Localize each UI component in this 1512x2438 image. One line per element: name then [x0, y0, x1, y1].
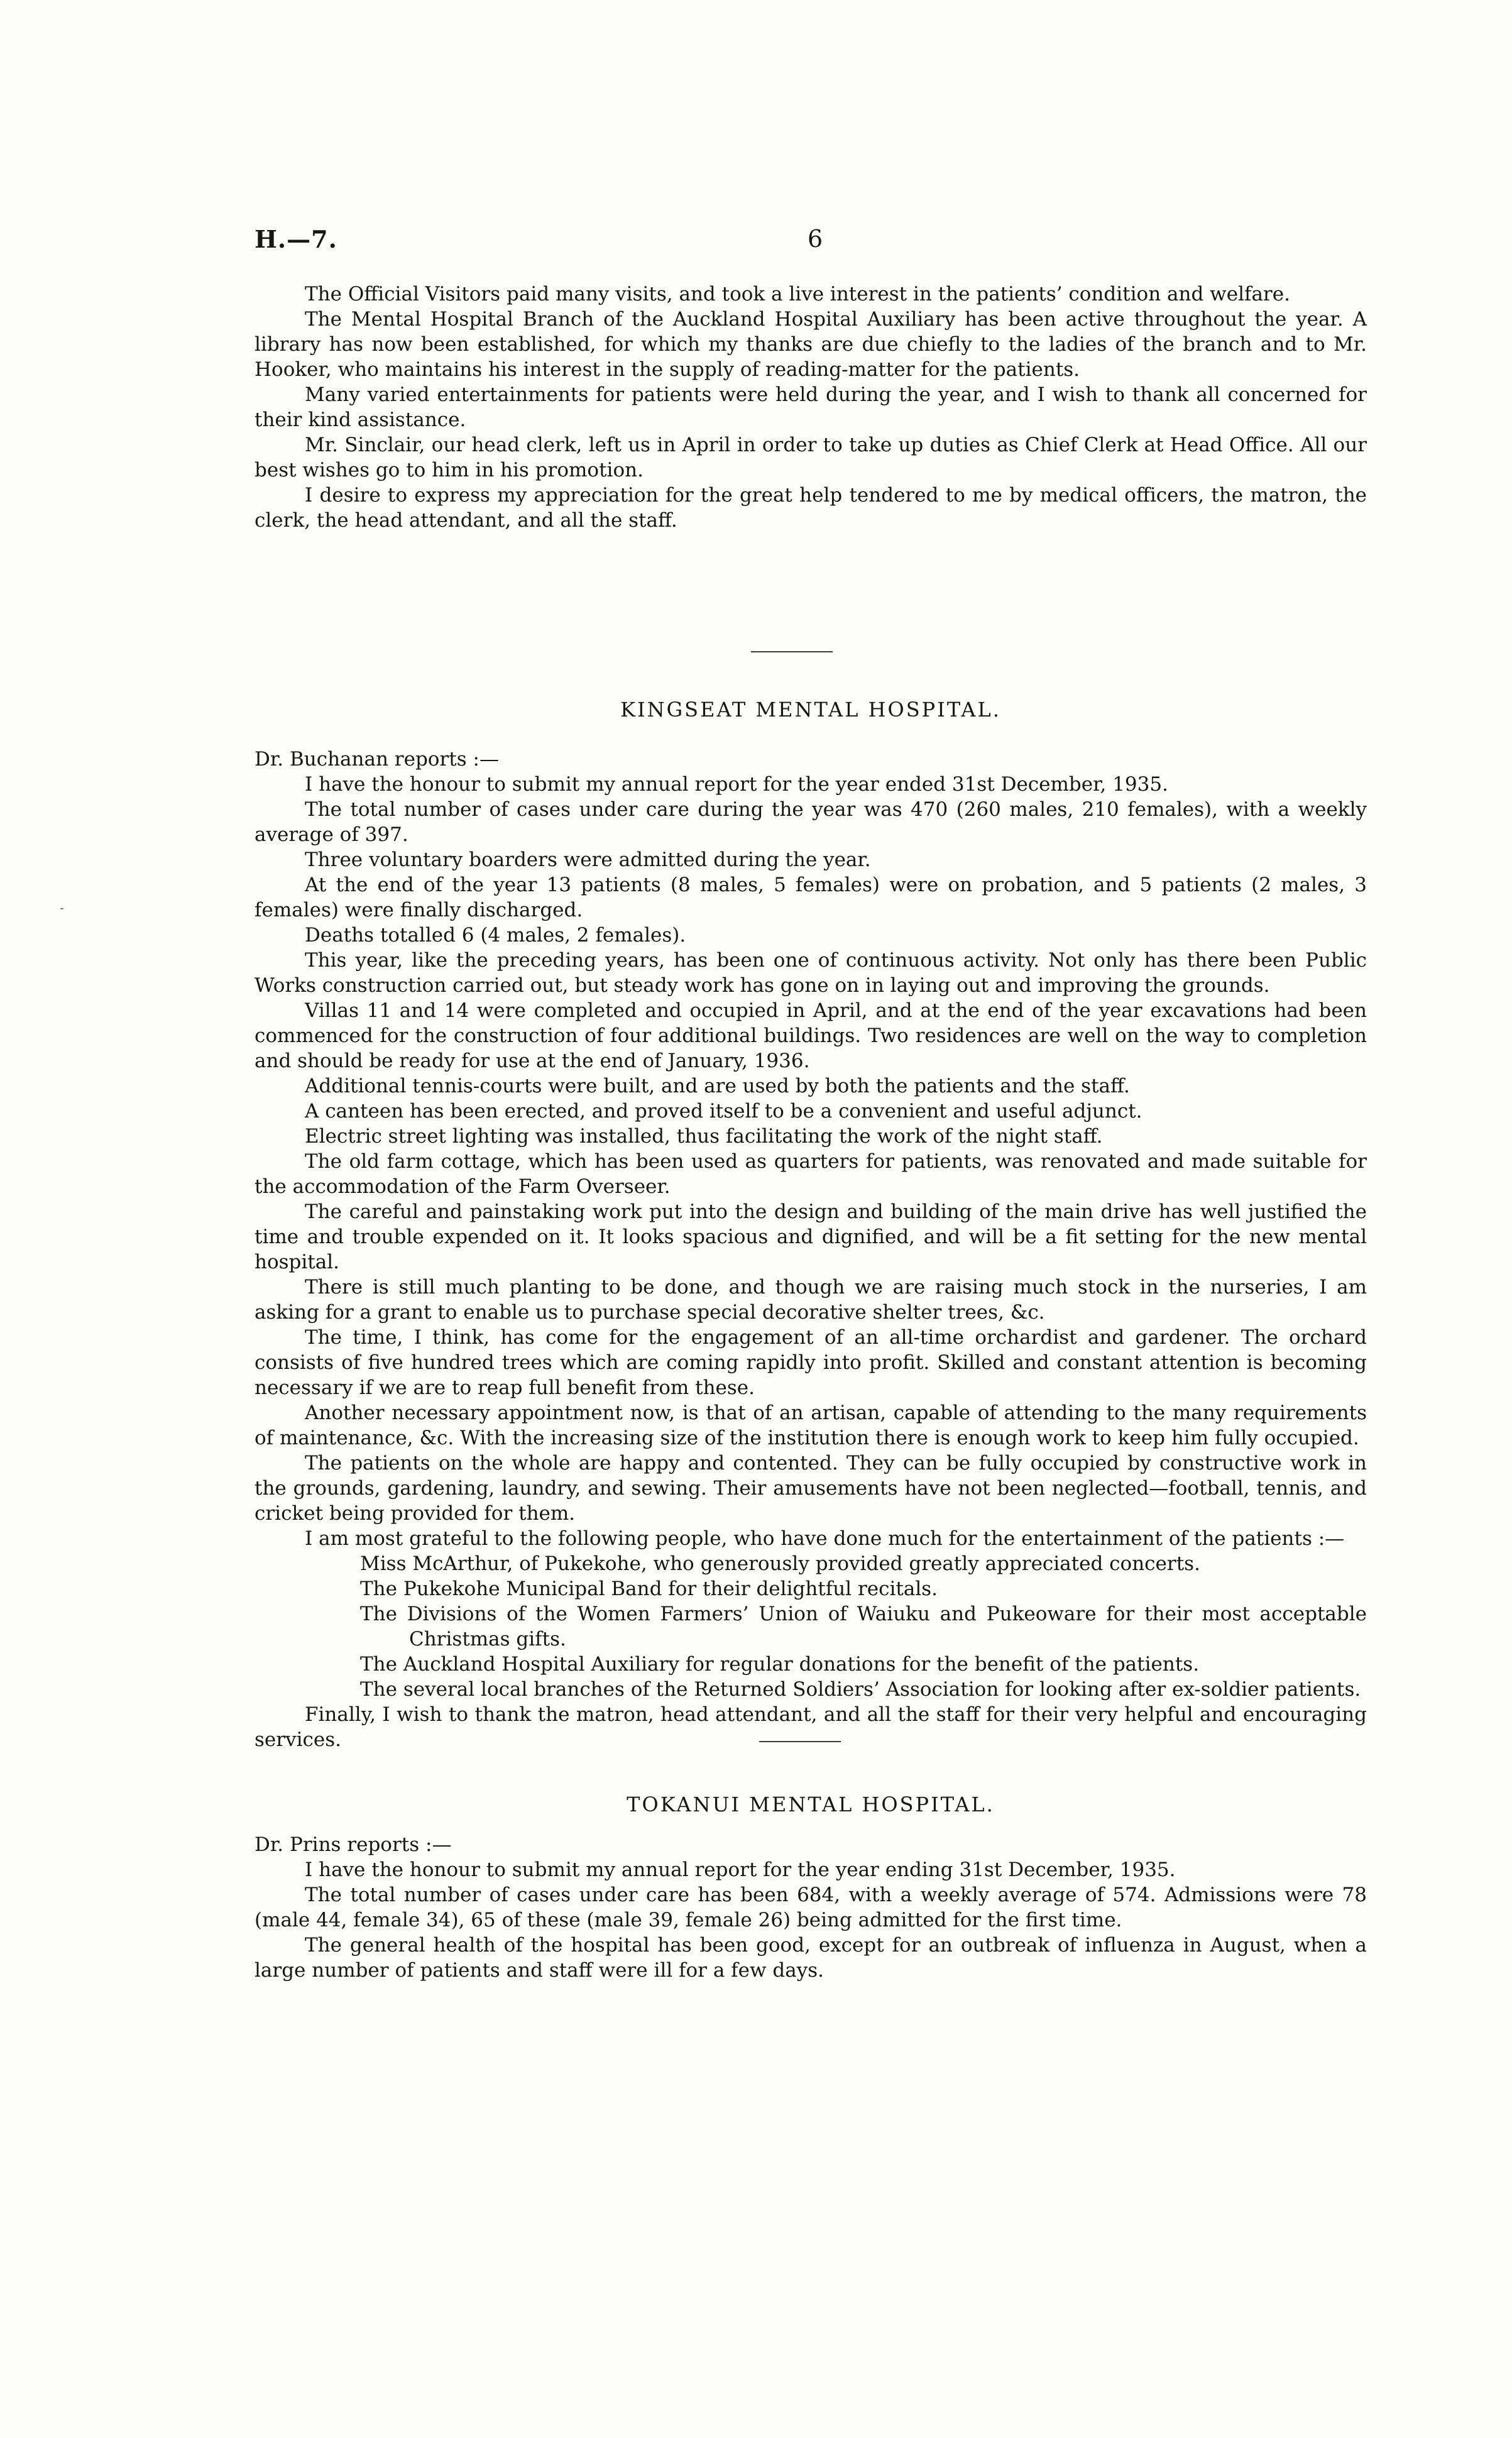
section-title-tokanui: TOKANUI MENTAL HOSPITAL. [627, 1793, 995, 1816]
reporter-line: Dr. Prins reports :— [255, 1833, 452, 1856]
list-item: The Pukekohe Municipal Band for their delightful recitals. [360, 1578, 938, 1600]
paragraph: The Official Visitors paid many visits, and took a live interest in the patients’ condition and welfare. [305, 283, 1290, 305]
paragraph: Another necessary appointment now, is that of an artisan, capable of attending to the many requirements of maintenance, &c. With the increasing size of the institution there is enough work to keep him fully occupied. [255, 1402, 1367, 1449]
paragraph: The time, I think, has come for the engagement of an all-time orchardist and gardener. The orchard consists of five hundred trees which are coming rapidly into profit. Skilled and constant attention is becoming necessary if we are to reap full benefit from these. [255, 1326, 1367, 1399]
paragraph: The total number of cases under care has been 684, with a weekly average of 574. Admissions were 78 (male 44, female 34), 65 of these (male 39, female 26) being admitted for the first time. [255, 1884, 1367, 1931]
page-number: 6 [808, 225, 823, 253]
document-reference: H.—7. [255, 225, 337, 253]
paragraph: The patients on the whole are happy and contented. They can be fully occupied by constructive work in the grounds, gardening, laundry, and sewing. Their amusements have not been neglected—football, tennis, and cricket being provided for them. [255, 1452, 1367, 1525]
paragraph: A canteen has been erected, and proved itself to be a convenient and useful adjunct. [305, 1100, 1142, 1123]
section-divider [751, 651, 833, 652]
margin-mark: - [60, 900, 64, 915]
paragraph: The general health of the hospital has been good, except for an outbreak of influenza in August, when a large number of patients and staff were ill for a few days. [255, 1934, 1367, 1982]
paragraph: The Mental Hospital Branch of the Auckland Hospital Auxiliary has been active throughout the year. A library has now been established, for which my thanks are due chiefly to the ladies of the branch and to Mr. Hooker, who maintains his interest in the supply of reading-matter for the patients. [255, 308, 1367, 381]
paragraph: The total number of cases under care during the year was 470 (260 males, 210 females), with a weekly average of 397. [255, 798, 1367, 846]
paragraph: Villas 11 and 14 were completed and occupied in April, and at the end of the year excavations had been commenced for the construction of four additional buildings. Two residences are well on the way to completion and should be ready for use at the end of January, 1936. [255, 999, 1367, 1072]
paragraph: Additional tennis-courts were built, and are used by both the patients and the staff. [305, 1075, 1130, 1097]
list-item: The Auckland Hospital Auxiliary for regular donations for the benefit of the patients. [360, 1653, 1200, 1676]
paragraph: I have the honour to submit my annual report for the year ended 31st December, 1935. [305, 773, 1168, 796]
paragraph: I am most grateful to the following people, who have done much for the entertainment of the patients :— [305, 1527, 1345, 1550]
paragraph: Deaths totalled 6 (4 males, 2 females). [305, 924, 686, 947]
paragraph: Mr. Sinclair, our head clerk, left us in April in order to take up duties as Chief Clerk at Head Office. All our best wishes go to him in his promotion. [255, 434, 1367, 481]
section-continuation [255, 282, 1367, 533]
paragraph: This year, like the preceding years, has been one of continuous activity. Not only has there been Public Works construction carried out, but steady work has gone on in laying out and improving the grounds. [255, 949, 1367, 997]
paragraph: There is still much planting to be done, and though we are raising much stock in the nurseries, I am asking for a grant to enable us to purchase special decorative shelter trees, &c. [255, 1276, 1367, 1324]
section-title-kingseat: KINGSEAT MENTAL HOSPITAL. [620, 698, 1001, 722]
paragraph: The old farm cottage, which has been used as quarters for patients, was renovated and made suitable for the accommodation of the Farm Overseer. [255, 1150, 1367, 1198]
paragraph: The careful and painstaking work put into the design and building of the main drive has well justified the time and trouble expended on it. It looks spacious and dignified, and will be a fit setting for the new mental hospital. [255, 1200, 1367, 1273]
list-item: Miss McArthur, of Pukekohe, who generously provided greatly appreciated concerts. [360, 1552, 1200, 1575]
list-item: The several local branches of the Returned Soldiers’ Association for looking after ex-soldier patients. [360, 1678, 1361, 1701]
paragraph: Many varied entertainments for patients were held during the year, and I wish to thank all concerned for their kind assistance. [255, 383, 1367, 431]
paragraph: I have the honour to submit my annual report for the year ending 31st December, 1935. [305, 1859, 1176, 1881]
reporter-line: Dr. Buchanan reports :— [255, 748, 499, 771]
paragraph: I desire to express my appreciation for the great help tendered to me by medical officers, the matron, the clerk, the head attendant, and all the staff. [255, 484, 1367, 532]
section-kingseat [255, 747, 1367, 1752]
page-header [255, 225, 1367, 263]
paragraph: Three voluntary boarders were admitted during the year. [305, 848, 871, 871]
section-divider [759, 1741, 841, 1742]
paragraph: At the end of the year 13 patients (8 males, 5 females) were on probation, and 5 patients (2 males, 3 females) were finally discharged. [255, 874, 1367, 921]
paragraph: Electric street lighting was installed, thus facilitating the work of the night staff. [305, 1125, 1103, 1148]
list-item: The Divisions of the Women Farmers’ Union of Waiuku and Pukeoware for their most acceptable Christmas gifts. [360, 1603, 1367, 1650]
section-tokanui [255, 1832, 1367, 1983]
closing-paragraph: Finally, I wish to thank the matron, head attendant, and all the staff for their very helpful and encouraging services. [255, 1703, 1367, 1751]
